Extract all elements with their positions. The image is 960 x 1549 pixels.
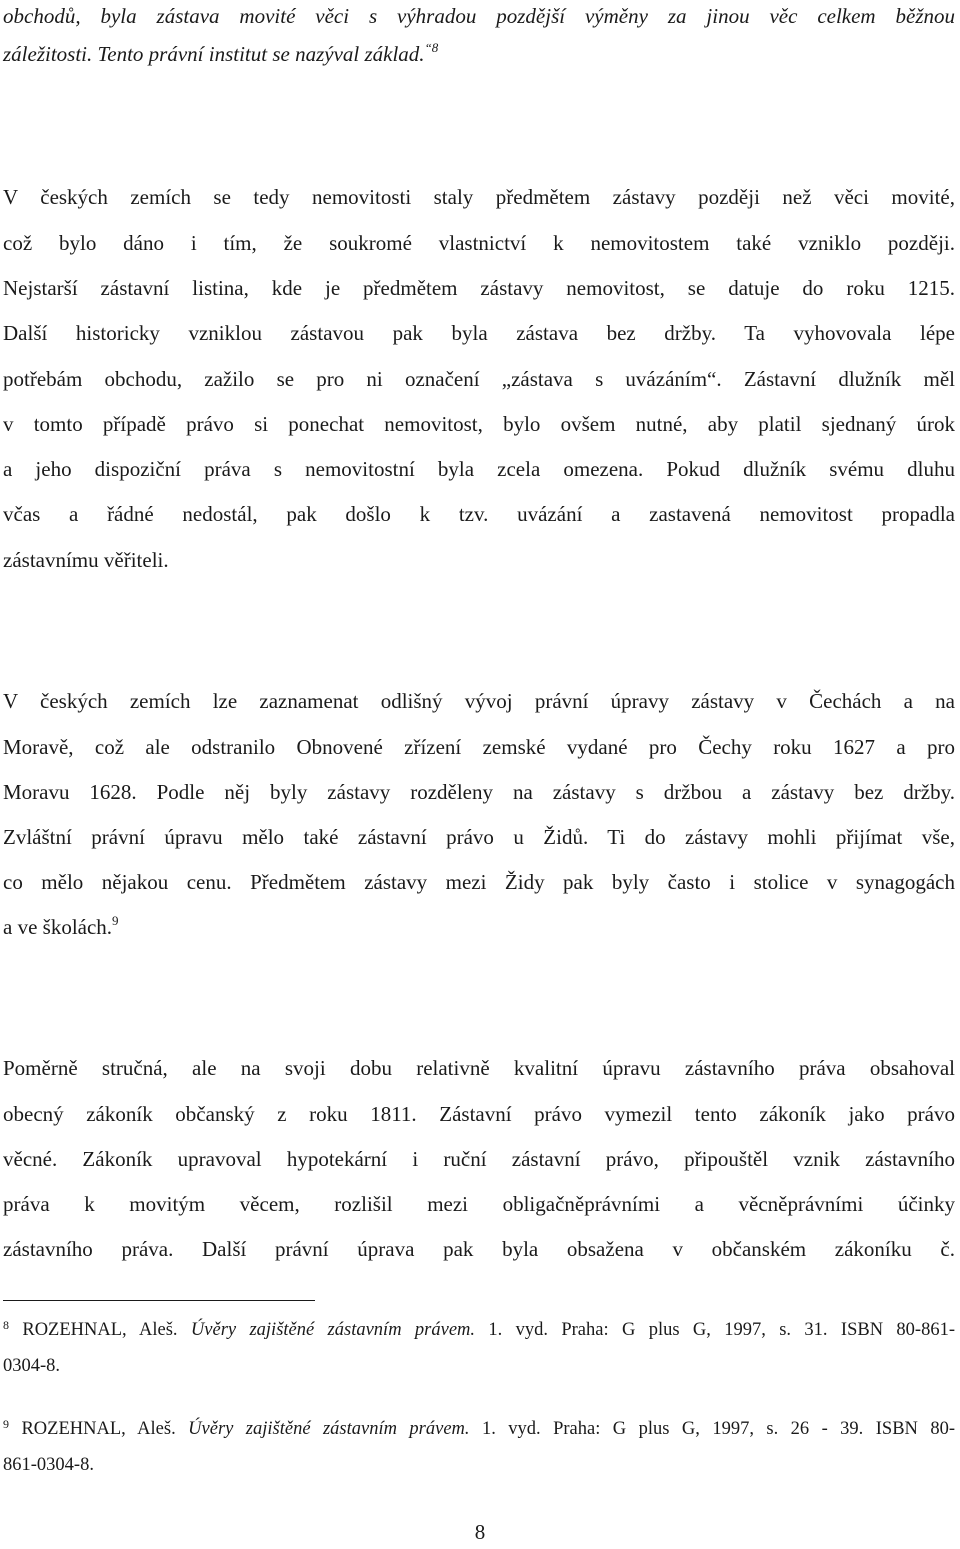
paragraph-2-line-5: potřebám obchodu, zažilo se pro ni označení „zástava s uvázáním“. Zástavní dlužník měl xyxy=(3,367,955,391)
paragraph-4-line-2: obecný zákoník občanský z roku 1811. Zástavní právo vymezil tento zákoník jako právo xyxy=(3,1102,955,1126)
paragraph-1-line-2 xyxy=(3,40,955,68)
paragraph-2-line-4: Další historicky vzniklou zástavou pak byla zástava bez držby. Ta vyhovovala lépe xyxy=(3,321,955,345)
paragraph-2-line-9: zástavnímu věřiteli. xyxy=(3,548,169,572)
page-number: 8 xyxy=(474,1520,486,1544)
footnote-8-line-2: 0304-8. xyxy=(3,1356,61,1376)
paragraph-4-line-5: zástavního práva. Další právní úprava pak byla obsažena v občanském zákoníku č. xyxy=(3,1237,955,1261)
footnote-9-line-1 xyxy=(3,1417,955,1441)
paragraph-1-line-1: obchodů, byla zástava movité věci s výhradou pozdější výměny za jinou věc celkem běžnou xyxy=(3,4,955,28)
paragraph-2-line-1: V českých zemích se tedy nemovitosti staly předmětem zástavy později než věci movité, xyxy=(3,185,955,209)
footnote-9-number: 9 xyxy=(3,1417,9,1431)
paragraph-2-line-7: a jeho dispoziční práva s nemovitostní byla zcela omezena. Pokud dlužník svému dluhu xyxy=(3,457,955,481)
footnote-9-title: Úvěry zajištěné zástavním právem. xyxy=(188,1419,470,1439)
footnote-8-line-1 xyxy=(3,1318,955,1342)
footnote-ref-9[interactable]: 9 xyxy=(112,913,119,928)
paragraph-2-line-3: Nejstarší zástavní listina, kde je předmětem zástavy nemovitost, se datuje do roku 1215. xyxy=(3,276,955,300)
paragraph-3-line-3: Moravu 1628. Podle něj byly zástavy rozděleny na zástavy s držbou a zástavy bez držby. xyxy=(3,780,955,804)
footnote-separator xyxy=(3,1300,315,1301)
footnote-9-details: 1. vyd. Praha: G plus G, 1997, s. 26 - 39. ISBN 80- xyxy=(469,1419,956,1439)
footnote-8-author: ROZEHNAL, Aleš. xyxy=(9,1320,191,1340)
footnote-9-line-2: 861-0304-8. xyxy=(3,1455,94,1475)
paragraph-2-line-6: v tomto případě právo si ponechat nemovitost, bylo ovšem nutné, aby platil sjednaný úrok xyxy=(3,412,955,436)
paragraph-4-line-3: věcné. Zákoník upravoval hypotekární i ruční zástavní právo, připouštěl vznik zástavního xyxy=(3,1147,955,1171)
footnote-ref-8[interactable]: “8 xyxy=(424,40,439,55)
footnote-8-title: Úvěry zajištěné zástavním právem. xyxy=(190,1320,476,1340)
paragraph-4-line-1: Poměrně stručná, ale na svoji dobu relativně kvalitní úpravu zástavního práva obsahoval xyxy=(3,1056,955,1080)
paragraph-2-line-2: což bylo dáno i tím, že soukromé vlastnictví k nemovitostem také vzniklo později. xyxy=(3,231,955,255)
paragraph-3-line-2: Moravě, což ale odstranilo Obnovené zřízení zemské vydané pro Čechy roku 1627 a pro xyxy=(3,735,955,759)
footnote-9-author: ROZEHNAL, Aleš. xyxy=(9,1419,189,1439)
paragraph-3-line-1: V českých zemích lze zaznamenat odlišný vývoj právní úpravy zástavy v Čechách a na xyxy=(3,689,955,713)
paragraph-2-line-8: včas a řádné nedostál, pak došlo k tzv. uvázání a zastavená nemovitost propadla xyxy=(3,502,955,526)
paragraph-1-line-2-text: záležitosti. Tento právní institut se nazýval základ. xyxy=(3,42,425,66)
footnote-8-details: 1. vyd. Praha: G plus G, 1997, s. 31. ISBN 80-861- xyxy=(475,1320,955,1340)
paragraph-3-line-6 xyxy=(3,913,955,941)
footnote-8-number: 8 xyxy=(3,1318,9,1332)
paragraph-3-line-4: Zvláštní právní úpravu mělo také zástavní právo u Židů. Ti do zástavy mohli přijímat vše, xyxy=(3,825,955,849)
paragraph-3-line-6-text: a ve školách. xyxy=(3,915,113,939)
footnote-ref-8-number: 8 xyxy=(431,40,439,55)
paragraph-4-line-4: práva k movitým věcem, rozlišil mezi obligačněprávními a věcněprávními účinky xyxy=(3,1192,955,1216)
paragraph-3-line-5: co mělo nějakou cenu. Předmětem zástavy mezi Židy pak byly často i stolice v synagogách xyxy=(3,870,955,894)
